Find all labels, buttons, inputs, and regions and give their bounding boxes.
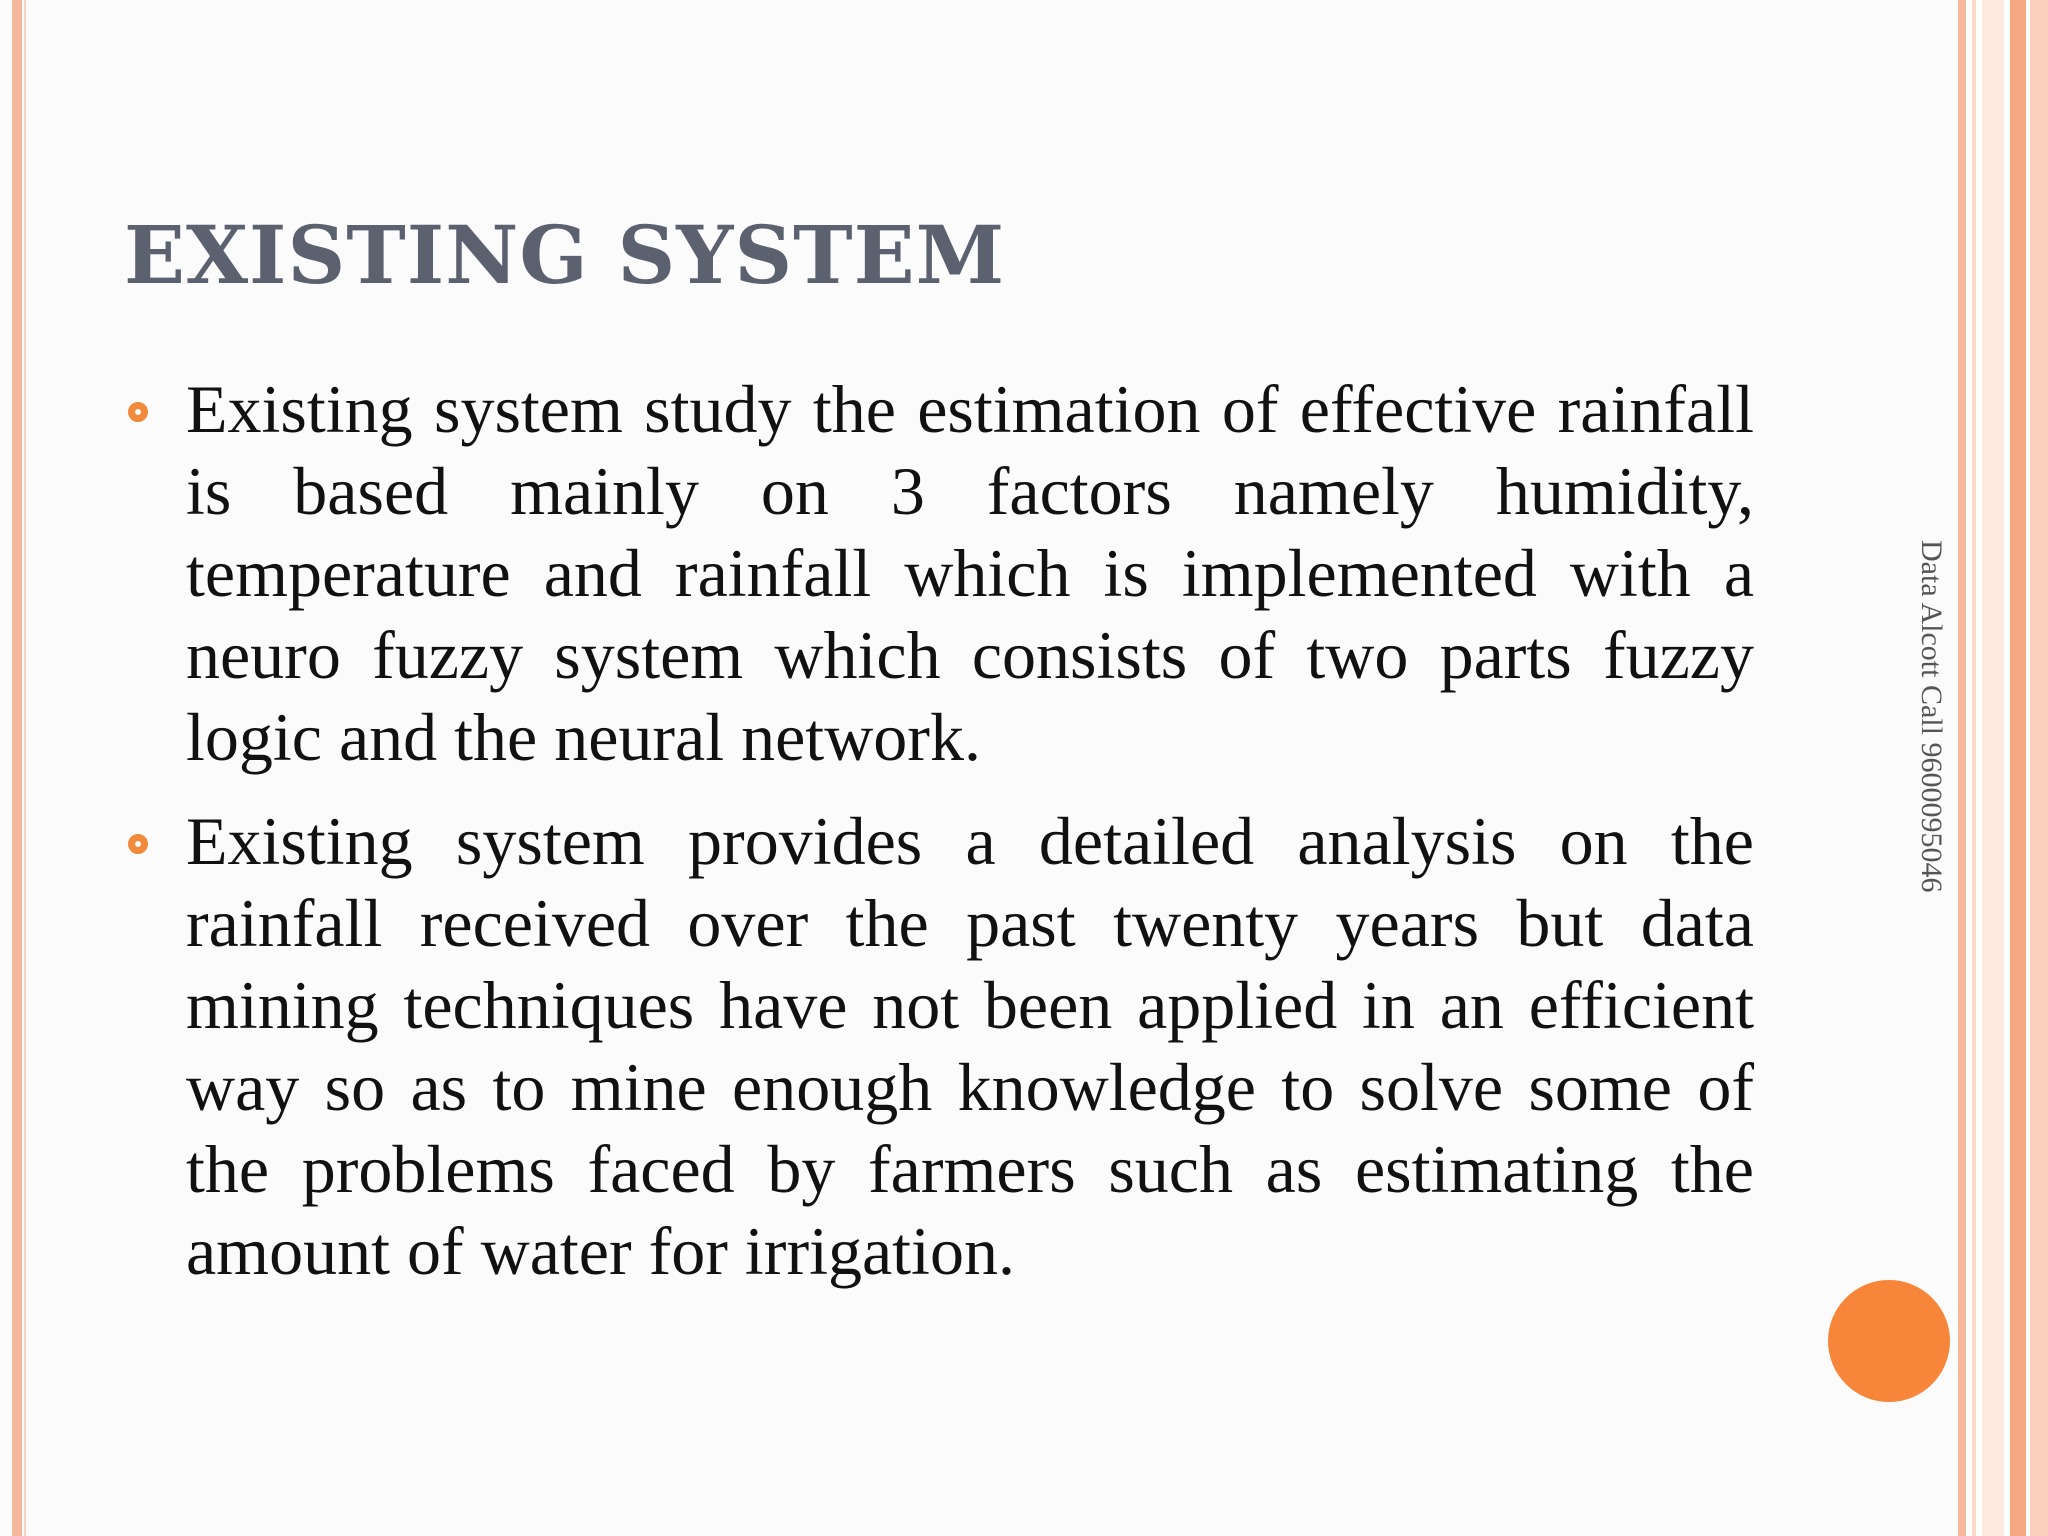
right-border-stripe (1972, 0, 1976, 1536)
bullet-list (124, 368, 1754, 1314)
bullet-text: Existing system study the estimation of effective rainfall is based mainly on 3 factors namely humidity, temperature and rainfall which is implemented with a neuro fuzzy system which consists of two parts fuzzy logic and the neural network. (186, 371, 1754, 775)
bullet-item (124, 368, 1754, 778)
left-border-stripe (12, 0, 22, 1536)
slide-title: EXISTING SYSTEM (124, 208, 1006, 302)
bullet-item (124, 800, 1754, 1292)
right-border-stripe (2010, 0, 2026, 1536)
left-border-stripe-inner (24, 0, 26, 1536)
vertical-watermark: Data Alcott Call 9600095046 (1915, 540, 1948, 893)
right-border-stripe (2030, 0, 2048, 1536)
filled-circle-icon (1828, 1280, 1950, 1402)
right-border-stripe (1958, 0, 1966, 1536)
bullet-text: Existing system provides a detailed analysis on the rainfall received over the past twenty years but data mining techniques have not been applied in an efficient way so as to mine enough knowledge to solve some of the problems faced by farmers such as estimating the amount of water for irrigation. (186, 803, 1754, 1289)
hollow-circle-icon (128, 402, 148, 422)
right-border-stripe (1982, 0, 2004, 1536)
hollow-circle-icon (128, 834, 148, 854)
